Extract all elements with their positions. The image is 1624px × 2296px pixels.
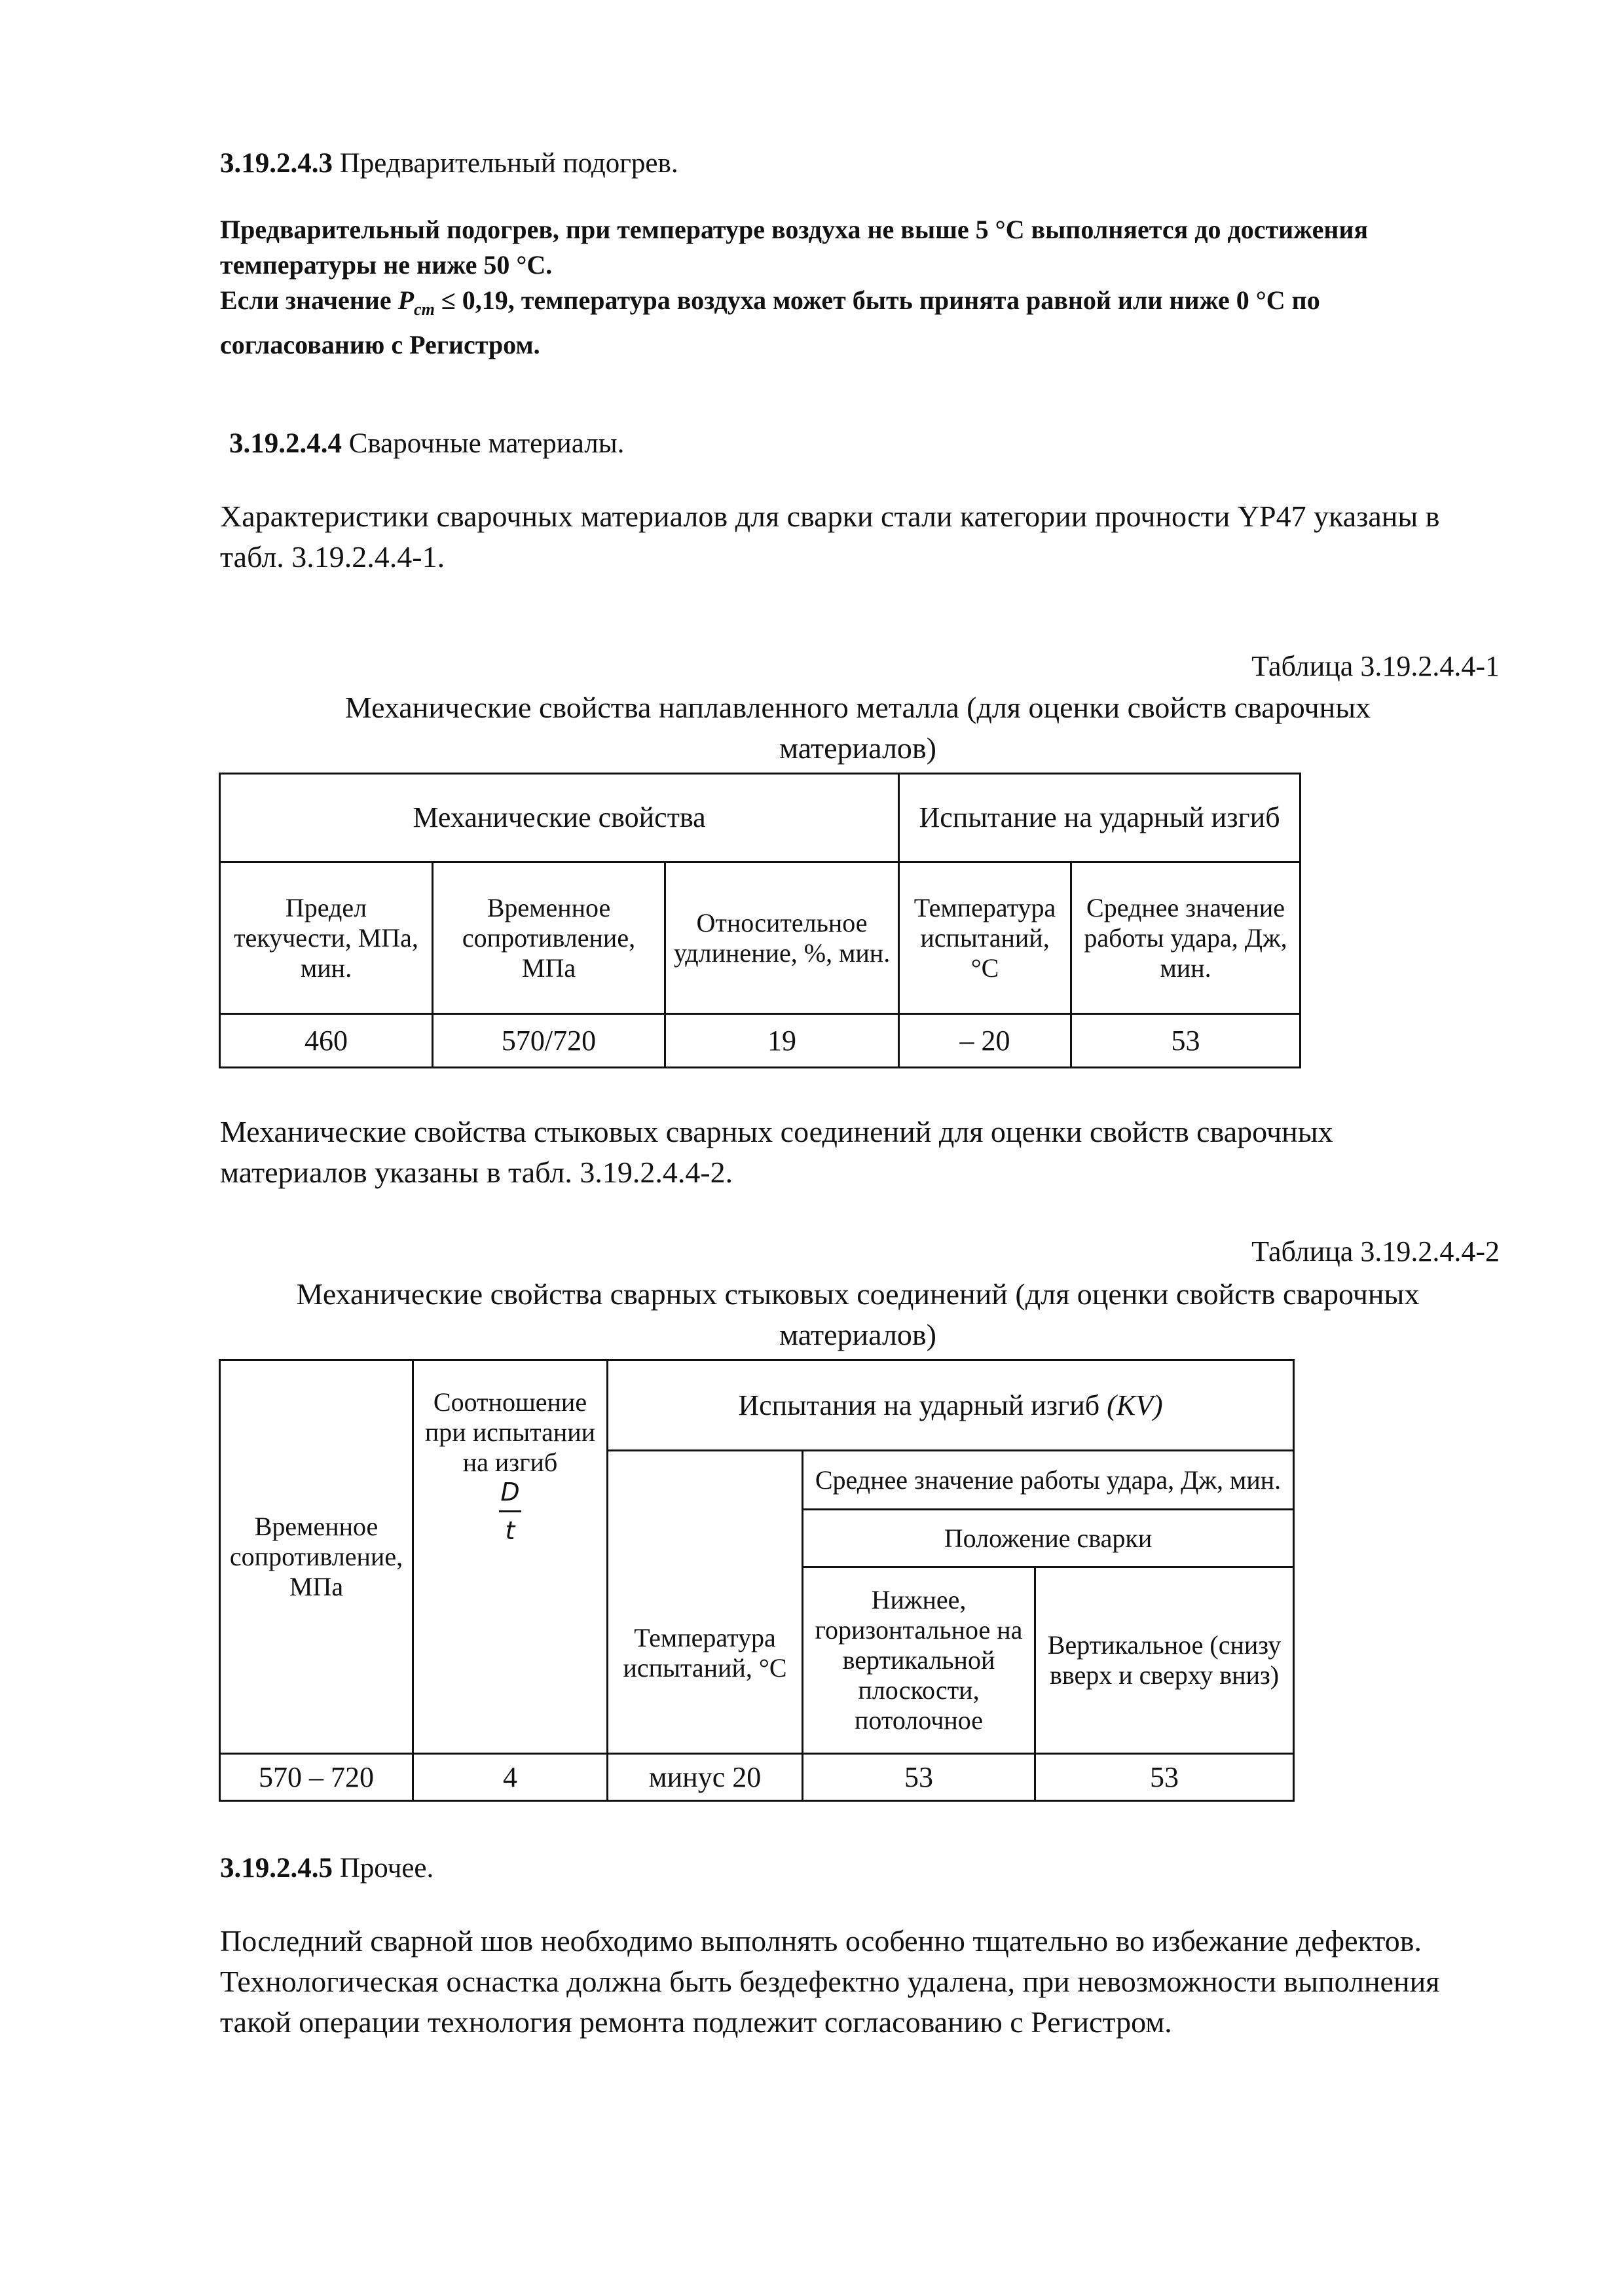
- section-title: Предварительный подогрев.: [339, 148, 678, 179]
- table2-header-pos-vertical: Вертикальное (снизу вверх и сверху вниз): [1035, 1567, 1294, 1754]
- table1-header-impact-energy: Среднее значение работы удара, Дж, мин.: [1071, 862, 1301, 1014]
- table2-header-avg-work: Среднее значение работы удара, Дж, мин.: [803, 1451, 1294, 1510]
- other-line-2: Технологическая оснастка должна быть бездефектно удалена, при невозможности выполнения такой операции технология ремонта подлежит согласованию с Регистром.: [220, 1965, 1440, 2039]
- table2-header-ratio: Соотношение при испытании на изгиб $\frac{D}{t}$: [413, 1360, 608, 1754]
- table1-title: Механические свойства наплавленного металла (для оценки свойств сварочных материалов): [344, 691, 1371, 765]
- table2-cell-pos-vertical: 53: [1035, 1754, 1294, 1801]
- preheat-line-2: Если значение $P_{cm} \le 0,19$, температура воздуха может быть принята равной или ниже 0 °С по согласованию с Регистром.: [220, 285, 1320, 359]
- other-paragraph: [220, 1921, 1464, 2043]
- table1-cell-temperature: – 20: [899, 1014, 1071, 1068]
- butt-joint-paragraph: Механические свойства стыковых сварных соединений для оценки свойств сварочных материалов указаны в табл. 3.19.2.4.4-2.: [220, 1115, 1333, 1189]
- table2-row-1: [220, 1360, 1294, 1451]
- table2-cell-tensile: 570 – 720: [220, 1754, 413, 1801]
- table2-header-weld-position: Положение сварки: [803, 1510, 1294, 1567]
- section-number: 3.19.2.4.3: [220, 148, 333, 179]
- table2-header-pos-lower: Нижнее, горизонтальное на вертикальной плоскости, потолочное: [803, 1567, 1035, 1754]
- table2-group-impact: Испытания на ударный изгиб (KV): [608, 1360, 1294, 1451]
- section-heading-other: [220, 1850, 434, 1887]
- table1-header-elongation: Относительное удлинение, %, мин.: [665, 862, 899, 1014]
- table1-header-row: [220, 862, 1301, 1014]
- section-number: 3.19.2.4.4: [229, 428, 342, 459]
- table2-cell-ratio: 4: [413, 1754, 608, 1801]
- section-heading-preheat: [220, 145, 678, 182]
- table2-cell-pos-lower: 53: [803, 1754, 1035, 1801]
- section-title: Прочее.: [339, 1853, 434, 1884]
- table1-header-tensile: Временное сопротивление, МПа: [433, 862, 665, 1014]
- table1-cell-tensile: 570/720: [433, 1014, 665, 1068]
- section-number: 3.19.2.4.5: [220, 1853, 333, 1884]
- section-heading-materials: [229, 426, 624, 462]
- table1-number: Таблица 3.19.2.4.4-1: [1251, 650, 1500, 682]
- table2-number: Таблица 3.19.2.4.4-2: [1251, 1235, 1500, 1267]
- section-title: Сварочные материалы.: [348, 428, 625, 459]
- table1-group-row: [220, 774, 1301, 862]
- table2-header-tensile: Временное сопротивление, МПа: [220, 1360, 413, 1754]
- materials-paragraph: Характеристики сварочных материалов для сварки стали категории прочности YP47 указаны в табл. 3.19.2.4.4-1.: [220, 500, 1440, 574]
- table2: [219, 1359, 1295, 1802]
- preheat-line-1: Предварительный подогрев, при температуре воздуха не выше 5 °С выполняется до достижения температуры не ниже 50 °С.: [220, 215, 1369, 280]
- table2-cell-temperature: минус 20: [608, 1754, 803, 1801]
- other-line-1: Последний сварной шов необходимо выполнять особенно тщательно во избежание дефектов.: [220, 1924, 1422, 1958]
- table2-header-temperature: Температура испытаний, °С: [608, 1451, 803, 1754]
- preheat-paragraph: [220, 212, 1412, 363]
- ratio-fraction: $\frac{D}{t}$: [499, 1478, 521, 1545]
- pcm-variable: $P_{cm}$: [397, 285, 435, 319]
- table1: [219, 773, 1301, 1068]
- table2-title: Механические свойства сварных стыковых соединений (для оценки свойств сварочных материалов): [296, 1277, 1420, 1351]
- table-row: [220, 1754, 1294, 1801]
- table1-cell-elongation: 19: [665, 1014, 899, 1068]
- table1-group-impact: Испытание на ударный изгиб: [899, 774, 1301, 862]
- table1-header-temperature: Температура испытаний, °С: [899, 862, 1071, 1014]
- table1-group-mech: Механические свойства: [220, 774, 899, 862]
- table1-cell-impact-energy: 53: [1071, 1014, 1301, 1068]
- table1-cell-yield: 460: [220, 1014, 433, 1068]
- table-row: [220, 1014, 1301, 1068]
- table1-header-yield: Предел текучести, МПа, мин.: [220, 862, 433, 1014]
